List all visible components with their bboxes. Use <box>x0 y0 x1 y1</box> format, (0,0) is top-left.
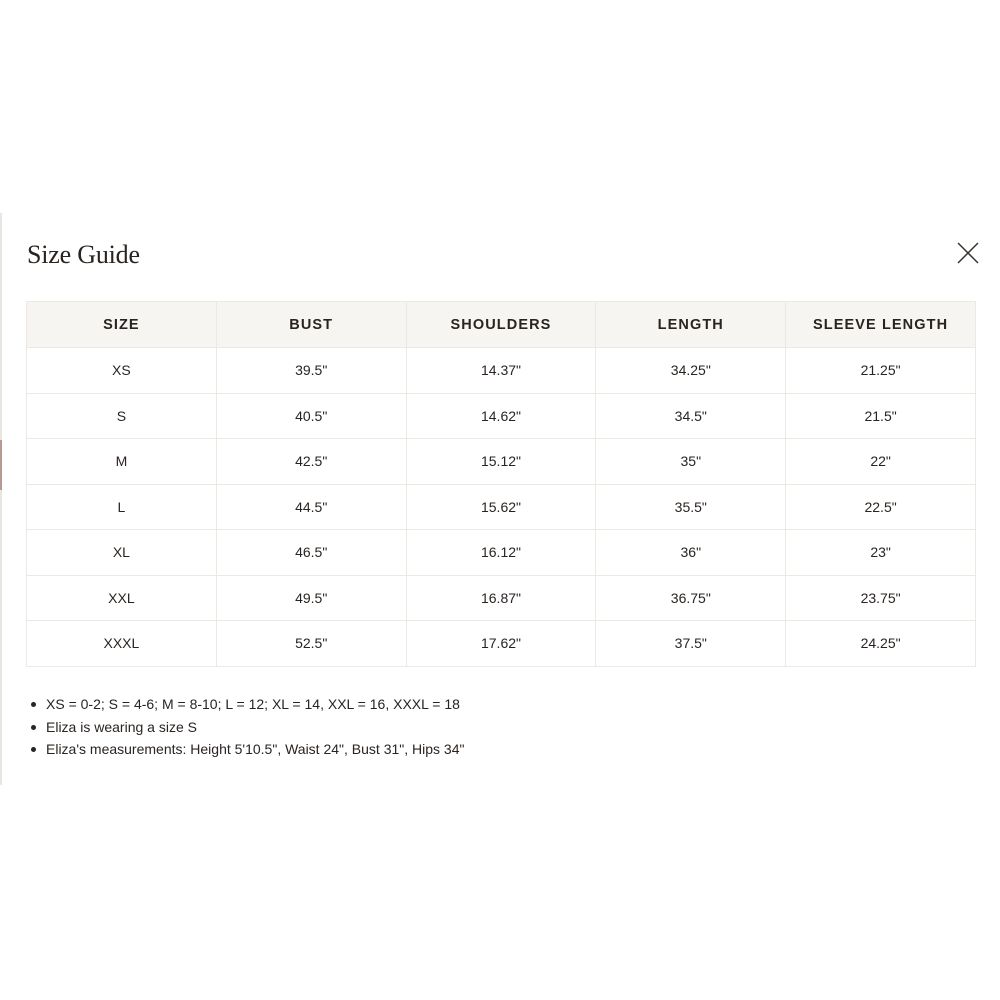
table-row <box>27 484 976 530</box>
cell-shoulders: 16.12" <box>406 530 596 576</box>
header-size: SIZE <box>27 302 217 348</box>
table-row <box>27 439 976 485</box>
header-length: LENGTH <box>596 302 786 348</box>
cell-sleeve-length: 23" <box>786 530 976 576</box>
cell-shoulders: 17.62" <box>406 621 596 667</box>
cell-sleeve-length: 24.25" <box>786 621 976 667</box>
note-size-conversion <box>30 693 464 716</box>
note-text: Eliza's measurements: Height 5'10.5", Waist 24", Bust 31", Hips 34" <box>46 741 465 757</box>
cell-sleeve-length: 23.75" <box>786 575 976 621</box>
cell-size: S <box>27 393 217 439</box>
cell-shoulders: 16.87" <box>406 575 596 621</box>
size-notes-list <box>30 693 464 761</box>
note-model-size <box>30 716 464 739</box>
modal-title: Size Guide <box>27 240 140 269</box>
cell-bust: 46.5" <box>216 530 406 576</box>
header-shoulders: SHOULDERS <box>406 302 596 348</box>
cell-sleeve-length: 21.5" <box>786 393 976 439</box>
header-sleeve-length: SLEEVE LENGTH <box>786 302 976 348</box>
cell-shoulders: 15.12" <box>406 439 596 485</box>
table-row <box>27 621 976 667</box>
cell-length: 34.5" <box>596 393 786 439</box>
header-bust: BUST <box>216 302 406 348</box>
cell-shoulders: 14.62" <box>406 393 596 439</box>
size-chart-table <box>26 301 976 667</box>
bullet-icon <box>31 702 36 707</box>
table-row <box>27 530 976 576</box>
close-icon <box>955 240 981 266</box>
cell-length: 35" <box>596 439 786 485</box>
cell-length: 37.5" <box>596 621 786 667</box>
cell-size: L <box>27 484 217 530</box>
bullet-icon <box>31 725 36 730</box>
cell-shoulders: 15.62" <box>406 484 596 530</box>
cell-sleeve-length: 22" <box>786 439 976 485</box>
cell-size: XXL <box>27 575 217 621</box>
cell-size: XXXL <box>27 621 217 667</box>
table-row <box>27 348 976 394</box>
note-model-measurements <box>30 738 464 761</box>
cell-bust: 40.5" <box>216 393 406 439</box>
table-header-row <box>27 302 976 348</box>
cell-bust: 52.5" <box>216 621 406 667</box>
note-text: Eliza is wearing a size S <box>46 718 197 735</box>
table-row <box>27 575 976 621</box>
cell-bust: 44.5" <box>216 484 406 530</box>
cell-size: M <box>27 439 217 485</box>
bullet-icon <box>31 747 36 752</box>
cell-bust: 42.5" <box>216 439 406 485</box>
cell-size: XL <box>27 530 217 576</box>
cell-shoulders: 14.37" <box>406 348 596 394</box>
cell-length: 35.5" <box>596 484 786 530</box>
table-row <box>27 393 976 439</box>
cell-sleeve-length: 22.5" <box>786 484 976 530</box>
cell-length: 36" <box>596 530 786 576</box>
close-button[interactable] <box>955 240 981 266</box>
cell-bust: 49.5" <box>216 575 406 621</box>
cell-sleeve-length: 21.25" <box>786 348 976 394</box>
cell-length: 36.75" <box>596 575 786 621</box>
cell-length: 34.25" <box>596 348 786 394</box>
note-text: XS = 0-2; S = 4-6; M = 8-10; L = 12; XL = 14, XXL = 16, XXXL = 18 <box>46 696 460 712</box>
cell-bust: 39.5" <box>216 348 406 394</box>
cell-size: XS <box>27 348 217 394</box>
